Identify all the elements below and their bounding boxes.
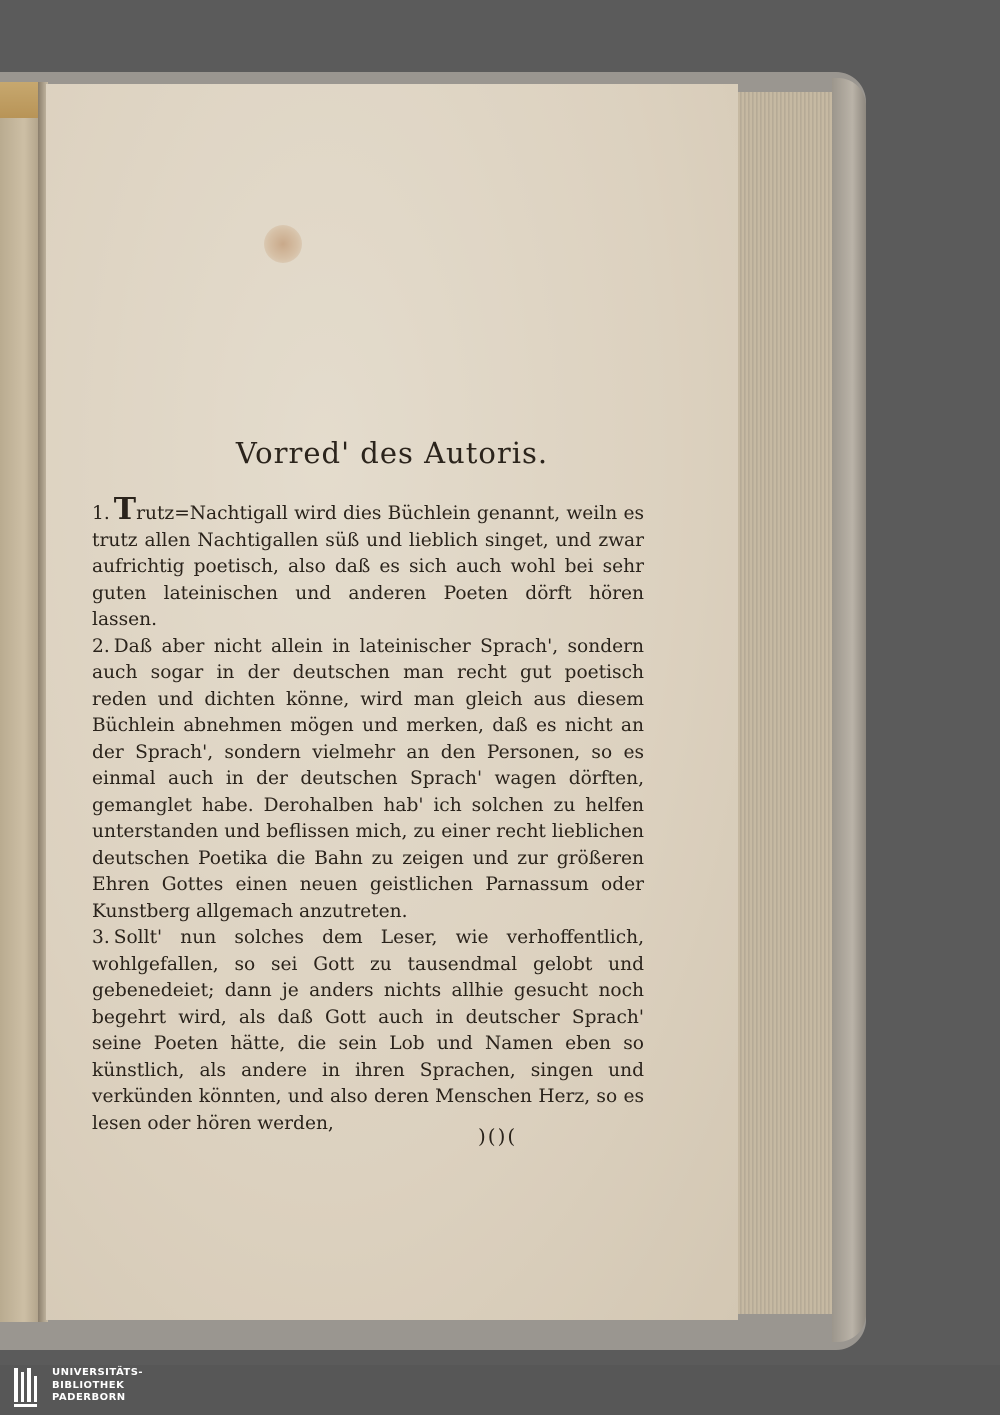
paragraph-text: Sollt' nun solches dem Leser, wie verhoffentlich, wohlgefallen, so sei Gott zu tausendmal gelobt und gebenedeiet; dann je anders nichts allhie gesucht noch begehrt wird, als daß Gott auch in deutscher Sprach' seine Poeten hätte, die sein Lob und Namen eben so künstlich, als andere in ihren Sprachen, singen und verkünden könnten, und also deren Menschen Herz, so es lesen oder hören werden, (92, 927, 644, 1134)
library-name-line: BIBLIOTHEK (52, 1379, 125, 1391)
paragraph-number: 1. (92, 503, 110, 524)
paragraph-number: 2. (92, 635, 110, 657)
library-name-line: PADERBORN (52, 1392, 126, 1403)
page-edges (738, 92, 837, 1314)
paragraph-3 (92, 925, 644, 1137)
paragraph-text: rutz=Nachtigall wird dies Büchlein genannt, weiln es trutz allen Nachtigallen süß und lieblich singet, und zwar aufrichtig poetisch, also daß es sich auch wohl bei sehr guten lateinischen und anderen Poeten dörft hören lassen. (92, 503, 644, 630)
cover-spine-edge (832, 78, 866, 1342)
page-body (92, 492, 644, 1137)
page-heading: Vorred' des Autoris. (235, 436, 549, 470)
paragraph-2 (92, 634, 644, 926)
library-name-line: UNIVERSITÄTS- (52, 1367, 144, 1378)
catchword-signature: )()( (478, 1124, 518, 1148)
library-name (52, 1367, 143, 1405)
paragraph-text: Daß aber nicht allein in lateinischer Sprach', sondern auch sogar in der deutschen man recht gut poetisch reden und dichten könne, wird man gleich aus diesem Büchlein abnehmen mögen und merken, daß es nicht an der Sprach', sondern vielmehr an den Personen, so es einmal auch in der deutschen Sprach' wagen dörften, gemanglet habe. Derohalben hab' ich solchen zu helfen unterstanden und beflissen mich, zu einer recht lieblichen deutschen Poetika die Bahn zu zeigen und zur größeren Ehren Gottes einen neuen geistlichen Parnassum oder Kunstberg allgemach anzutreten. (92, 635, 644, 922)
foxing-stain (264, 225, 302, 263)
footer-bar (0, 1365, 1000, 1415)
drop-cap: T (113, 492, 137, 527)
paragraph-number: 3. (92, 927, 110, 948)
university-library-logo-icon (10, 1366, 46, 1410)
paragraph-1 (92, 492, 644, 634)
